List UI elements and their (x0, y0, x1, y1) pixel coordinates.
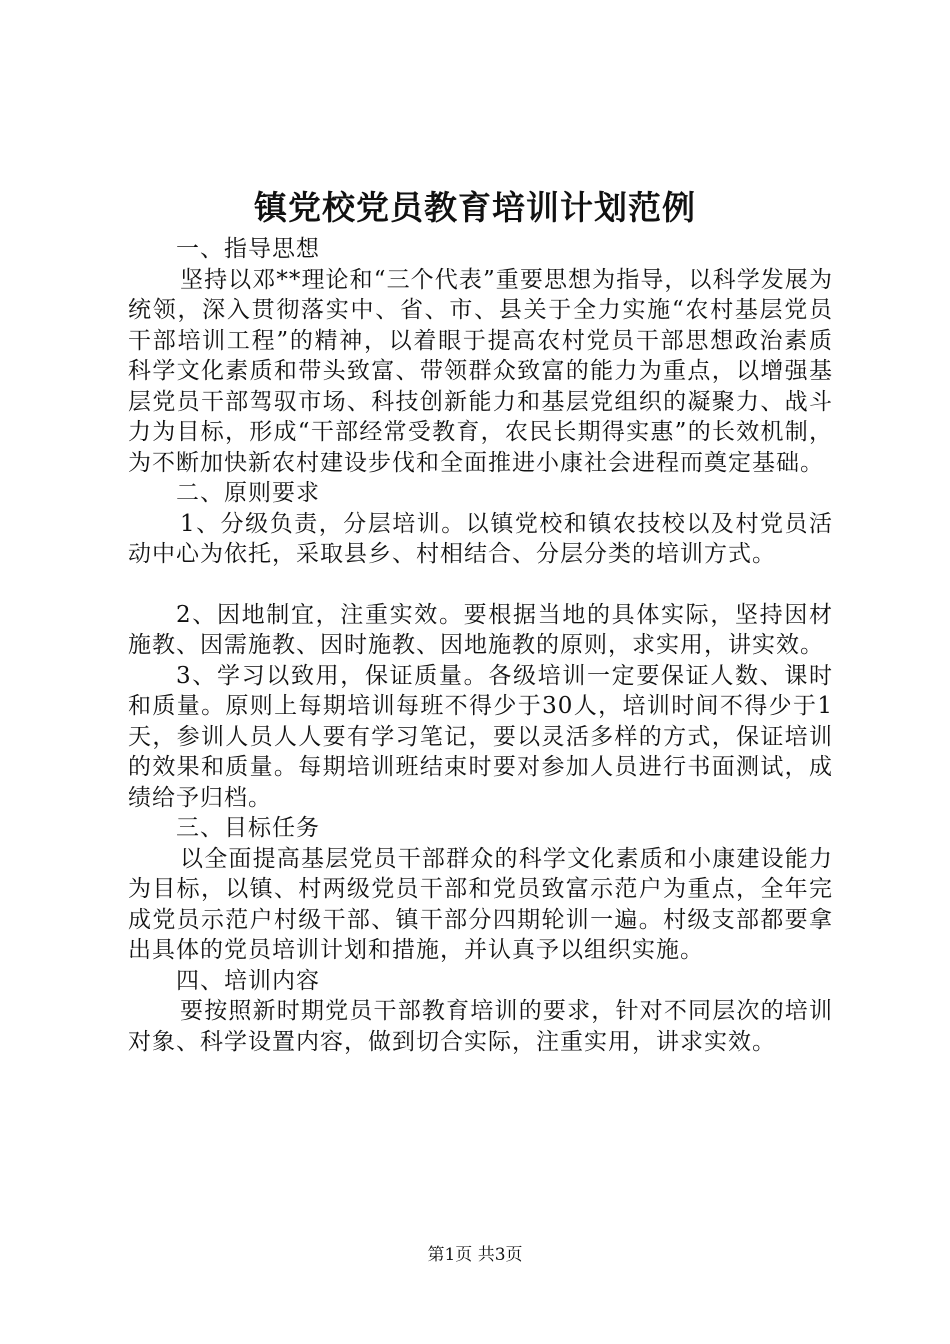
paragraph-training-content: 要按照新时期党员干部教育培训的要求，针对不同层次的培训对象、科学设置内容，做到切合实际，注重实用，讲求实效。 (128, 998, 833, 1055)
section-heading-training-content: 四、培训内容 (176, 967, 320, 994)
paragraph-principle-2: 2、因地制宜，注重实效。要根据当地的具体实际，坚持因材施教、因需施教、因时施教、因地施教的原则，求实用，讲实效。 (128, 601, 833, 658)
section-heading-guiding-ideology: 一、指导思想 (176, 236, 320, 262)
paragraph-principle-3: 3、学习以致用，保证质量。各级培训一定要保证人数、课时和质量。原则上每期培训每班不得少于30人，培训时间不得少于1天，参训人员人人要有学习笔记，要以灵活多样的方式，保证培训的效果和质量。每期培训班结束时要对参加人员进行书面测试，成绩给予归档。 (128, 662, 833, 811)
section-heading-goals: 三、目标任务 (176, 815, 320, 841)
paragraph-principle-1: 1、分级负责，分层培训。以镇党校和镇农技校以及村党员活动中心为依托，采取县乡、村相结合、分层分类的培训方式。 (128, 510, 833, 567)
section-heading-principles: 二、原则要求 (176, 480, 320, 506)
document-body (128, 234, 833, 1057)
page-number-footer: 第1页 共3页 (427, 1245, 523, 1265)
document-title: 镇党校党员教育培训计划范例 (254, 188, 696, 227)
paragraph-guiding-ideology: 坚持以邓**理论和“三个代表”重要思想为指导，以科学发展为统领，深入贯彻落实中、省、市、县关于全力实施“农村基层党员干部培训工程”的精神，以着眼于提高农村党员干部思想政治素质科学文化素质和带头致富、带领群众致富的能力为重点，以增强基层党员干部驾驭市场、科技创新能力和基层党组织的凝聚力、战斗力为目标，形成“干部经常受教育，农民长期得实惠”的长效机制，为不断加快新农村建设步伐和全面推进小康社会进程而奠定基础。 (128, 266, 833, 476)
paragraph-goals: 以全面提高基层党员干部群众的科学文化素质和小康建设能力为目标，以镇、村两级党员干部和党员致富示范户为重点，全年完成党员示范户村级干部、镇干部分四期轮训一遍。村级支部都要拿出具体的党员培训计划和措施，并认真予以组织实施。 (128, 845, 833, 963)
